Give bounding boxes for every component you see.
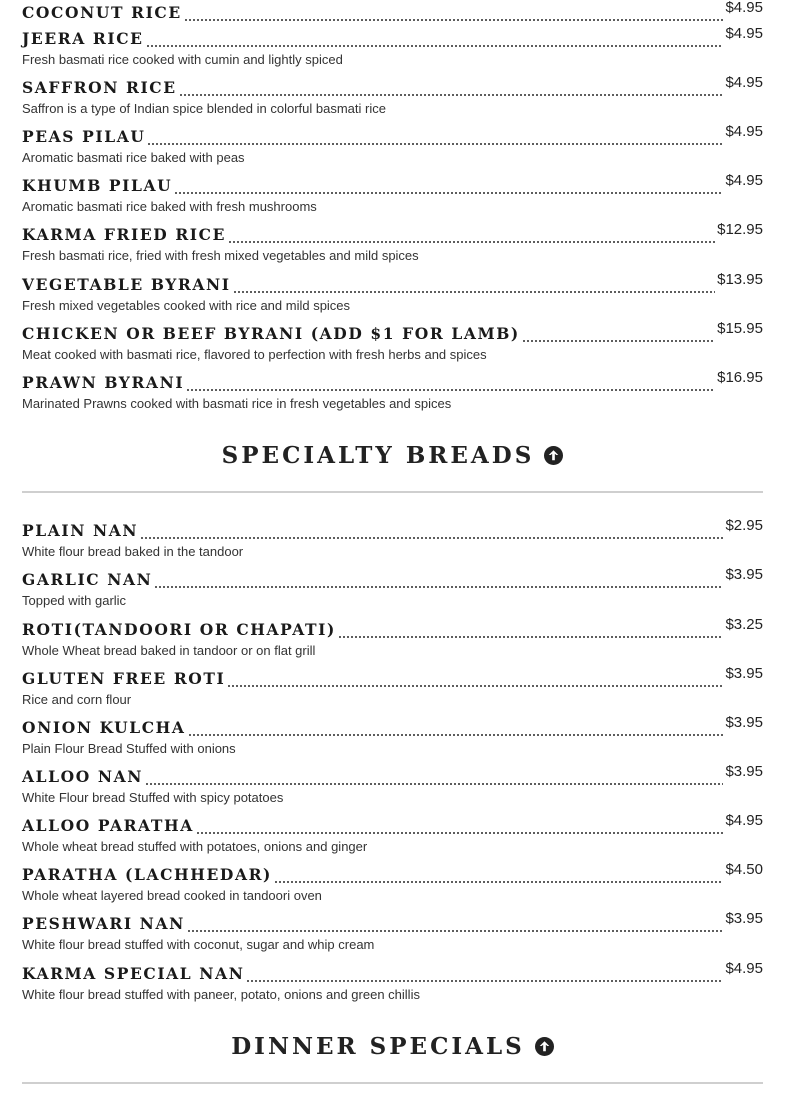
item-price: $13.95 — [717, 271, 763, 288]
dot-leader — [188, 733, 724, 737]
item-price: $2.95 — [725, 517, 763, 534]
item-description: Fresh basmati rice cooked with cumin and lightly spiced — [22, 52, 343, 67]
item-name: VEGETABLE BYRANI — [22, 275, 231, 294]
item-description: Aromatic basmati rice baked with peas — [22, 150, 245, 165]
item-name: PARATHA (LACHHEDAR) — [22, 865, 272, 884]
menu-item — [22, 910, 763, 952]
item-name: KARMA SPECIAL NAN — [22, 964, 245, 983]
item-name: PEAS PILAU — [22, 127, 146, 146]
item-price: $4.95 — [725, 123, 763, 140]
menu-item — [22, 221, 763, 263]
item-description: Whole Wheat bread baked in tandoor or on flat grill — [22, 643, 316, 658]
dot-leader — [187, 929, 724, 933]
item-description: Topped with garlic — [22, 593, 127, 608]
item-price: $4.95 — [725, 812, 763, 829]
dot-leader — [246, 979, 723, 983]
section-divider — [22, 1082, 763, 1084]
dot-leader — [338, 635, 723, 639]
item-name: JEERA RICE — [22, 29, 144, 48]
menu-item — [22, 812, 763, 854]
menu-item — [22, 172, 763, 214]
dot-leader — [227, 684, 723, 688]
item-price: $3.95 — [725, 763, 763, 780]
dot-leader — [145, 782, 723, 786]
item-price: $4.95 — [725, 74, 763, 91]
menu-item — [22, 517, 763, 559]
menu-item — [22, 0, 763, 24]
item-description: Whole wheat layered bread cooked in tandoori oven — [22, 888, 322, 903]
item-price: $4.95 — [725, 0, 763, 16]
item-name: COCONUT RICE — [22, 3, 182, 22]
dot-leader — [522, 339, 715, 343]
item-description: White flour bread stuffed with paneer, potato, onions and green chillis — [22, 987, 420, 1002]
dot-leader — [196, 831, 724, 835]
menu-item — [22, 763, 763, 805]
item-price: $4.95 — [725, 172, 763, 189]
dot-leader — [146, 44, 724, 48]
item-name: SAFFRON RICE — [22, 78, 177, 97]
section-title: SPECIALTY BREADS — [221, 442, 535, 469]
item-price: $4.50 — [725, 861, 763, 878]
item-description: Fresh mixed vegetables cooked with rice and mild spices — [22, 298, 351, 313]
item-name: PESHWARI NAN — [22, 914, 185, 933]
dot-leader — [147, 142, 723, 146]
item-name: ALLOO NAN — [22, 767, 143, 786]
item-price: $16.95 — [717, 369, 763, 386]
item-description: Aromatic basmati rice baked with fresh mushrooms — [22, 199, 317, 214]
menu-item — [22, 616, 763, 658]
item-name: CHICKEN OR BEEF BYRANI (ADD $1 FOR LAMB) — [22, 324, 520, 343]
dot-leader — [184, 18, 724, 22]
dot-leader — [274, 880, 723, 884]
section-heading-breads — [0, 442, 785, 469]
item-price: $3.95 — [725, 714, 763, 731]
item-description: White flour bread baked in the tandoor — [22, 544, 244, 559]
item-price: $3.25 — [725, 616, 763, 633]
item-name: PLAIN NAN — [22, 521, 139, 540]
item-price: $4.95 — [725, 960, 763, 977]
item-price: $3.95 — [725, 665, 763, 682]
dot-leader — [233, 290, 715, 294]
menu-item — [22, 25, 763, 67]
item-name: ROTI(TANDOORI OR CHAPATI) — [22, 620, 336, 639]
dot-leader — [154, 585, 723, 589]
dot-leader — [140, 536, 723, 540]
section-divider — [22, 491, 763, 493]
menu-item — [22, 665, 763, 707]
item-description: White Flour bread Stuffed with spicy potatoes — [22, 790, 284, 805]
menu-item — [22, 123, 763, 165]
item-description: Saffron is a type of Indian spice blended in colorful basmati rice — [22, 101, 386, 116]
dot-leader — [186, 388, 715, 392]
item-name: GARLIC NAN — [22, 570, 153, 589]
menu-item — [22, 369, 763, 411]
item-name: KARMA FRIED RICE — [22, 225, 227, 244]
menu-item — [22, 320, 763, 362]
item-description: Whole wheat bread stuffed with potatoes, onions and ginger — [22, 839, 368, 854]
menu-item — [22, 960, 763, 1002]
item-name: ONION KULCHA — [22, 718, 186, 737]
item-description: Meat cooked with basmati rice, flavored to perfection with fresh herbs and spices — [22, 347, 487, 362]
item-price: $12.95 — [717, 221, 763, 238]
item-description: Fresh basmati rice, fried with fresh mixed vegetables and mild spices — [22, 248, 419, 263]
item-price: $4.95 — [725, 25, 763, 42]
dot-leader — [179, 93, 724, 97]
item-description: White flour bread stuffed with coconut, sugar and whip cream — [22, 937, 375, 952]
item-description: Rice and corn flour — [22, 692, 132, 707]
dot-leader — [174, 191, 723, 195]
item-name: KHUMB PILAU — [22, 176, 173, 195]
menu-item — [22, 74, 763, 116]
item-price: $3.95 — [725, 566, 763, 583]
item-description: Marinated Prawns cooked with basmati rice in fresh vegetables and spices — [22, 396, 452, 411]
arrow-up-circle-icon[interactable] — [544, 446, 563, 465]
menu-item — [22, 861, 763, 903]
item-name: GLUTEN FREE ROTI — [22, 669, 226, 688]
menu-item — [22, 714, 763, 756]
dot-leader — [228, 240, 715, 244]
item-name: ALLOO PARATHA — [22, 816, 194, 835]
item-name: PRAWN BYRANI — [22, 373, 185, 392]
item-price: $15.95 — [717, 320, 763, 337]
item-price: $3.95 — [725, 910, 763, 927]
section-heading-dinner — [0, 1033, 785, 1060]
arrow-up-circle-icon[interactable] — [535, 1037, 554, 1056]
menu-item — [22, 271, 763, 313]
menu-item — [22, 566, 763, 608]
item-description: Plain Flour Bread Stuffed with onions — [22, 741, 236, 756]
section-title: DINNER SPECIALS — [231, 1033, 525, 1060]
